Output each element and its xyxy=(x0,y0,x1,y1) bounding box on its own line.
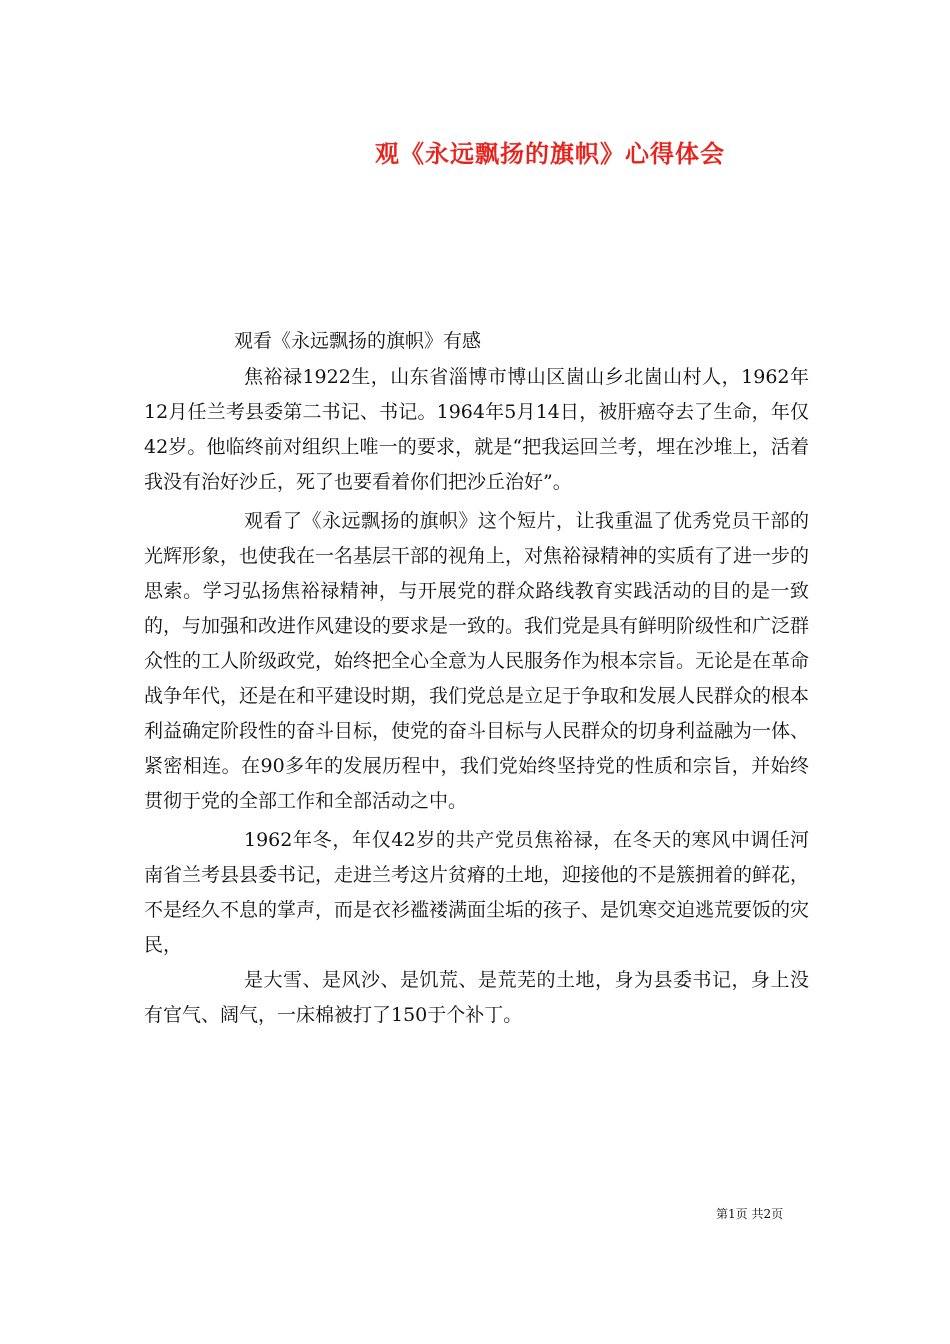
document-subtitle: 观看《永远飘扬的旗帜》有感 xyxy=(234,330,482,352)
paragraph-4: 是大雪、是风沙、是饥荒、是荒芜的土地，身为县委书记，身上没有官气、阔气，一床棉被打了150于个补丁。 xyxy=(144,969,809,1026)
page-number-footer: 第1页 共2页 xyxy=(716,1207,784,1221)
document-body xyxy=(144,360,809,1033)
paragraph-1: 焦裕禄1922生，山东省淄博市博山区崮山乡北崮山村人，1962年12月任兰考县委第二书记、书记。1964年5月14日，被肝癌夺去了生命，年仅42岁。他临终前对组织上唯一的要求，就是“把我运回兰考，埋在沙堆上，活着我没有治好沙丘，死了也要看着你们把沙丘治好”。 xyxy=(144,366,809,493)
paragraph-3: 1962年冬，年仅42岁的共产党员焦裕禄，在冬天的寒风中调任河南省兰考县县委书记，走进兰考这片贫瘠的土地，迎接他的不是簇拥着的鲜花，不是经久不息的掌声，而是衣衫褴褛满面尘垢的孩子、是饥寒交迫逃荒要饭的灾民， xyxy=(144,829,810,956)
document-title: 观《永远飘扬的旗帜》心得体会 xyxy=(375,139,725,168)
paragraph-2: 观看了《永远飘扬的旗帜》这个短片，让我重温了优秀党员干部的光辉形象，也使我在一名基层干部的视角上，对焦裕禄精神的实质有了进一步的思索。学习弘扬焦裕禄精神，与开展党的群众路线教育实践活动的目的是一致的，与加强和改进作风建设的要求是一致的。我们党是具有鲜明阶级性和广泛群众性的工人阶级政党，始终把全心全意为人民服务作为根本宗旨。无论是在革命战争年代，还是在和平建设时期，我们党总是立足于争取和发展人民群众的根本利益确定阶段性的奋斗目标，使党的奋斗目标与人民群众的切身利益融为一体、紧密相连。在90多年的发展历程中，我们党始终坚持党的性质和宗旨，并始终贯彻于党的全部工作和全部活动之中。 xyxy=(144,510,810,812)
